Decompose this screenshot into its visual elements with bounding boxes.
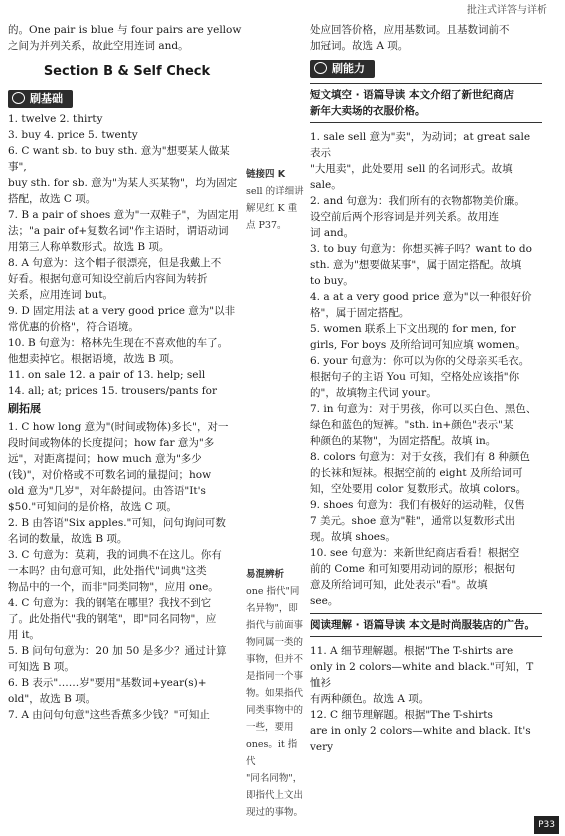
answer-line: 根据句子的主语 You 可知，空格处应该指"你 [310, 371, 520, 383]
answer-line: to buy。 [310, 275, 354, 287]
answer-line: 6. your 句意为：你可以为你的父母亲买毛衣。 [310, 355, 530, 367]
answer-line: 同类事物中的 [246, 705, 304, 716]
pencil-icon [12, 92, 25, 104]
answer-line: 7. in 句意为：对于男孩，你可以买白色、黑色、 [310, 403, 537, 415]
answer-line: 词 and。 [310, 227, 355, 239]
answer-line: 名词的数量，故选 B 项。 [8, 533, 128, 545]
answer-line: 关系，应用连词 but。 [8, 289, 114, 301]
margin-note-confusion [246, 566, 306, 821]
answer-line: 2. and 句意为：我们所有的衣物都物美价廉。 [310, 195, 525, 207]
answer-list [8, 419, 246, 723]
answer-line: 设空前后两个形容词是并列关系。故用连 [310, 211, 499, 223]
answer-line: girls, For boys 及所给词可知应填 women。 [310, 339, 526, 351]
answer-line: 常优惠的价格"，符合语境。 [8, 321, 139, 333]
note-body [246, 183, 306, 234]
answer-line: 5. B 问句句意为：20 加 50 是多少？通过计算 [8, 645, 227, 657]
answer-line: 14. all; at; prices 15. trousers/pants for [8, 385, 217, 397]
answer-line: are in only 2 colors—white and black. It's very [310, 725, 531, 753]
left-top-line: 之间为并列关系，故此空用连词 and。 [8, 40, 189, 52]
answer-line: old 意为"几岁"，对年龄提问。由答语"It's [8, 485, 206, 497]
answer-line: 前的 Come 和可知要用动词的原形；根据句 [310, 563, 516, 575]
answer-line: see。 [310, 595, 339, 607]
note-title: 链接四 K [246, 169, 286, 180]
answer-line: 8. A 句意为：这个帽子很漂亮，但是我戴上不 [8, 257, 222, 269]
answer-line: (钱)"，对价格或不可数名词的量提问；how [8, 469, 212, 481]
ability-banner [310, 60, 375, 78]
answer-line: 种颜色的某物"，为固定搭配。故填 in。 [310, 435, 497, 447]
answer-line: 现。故填 shoes。 [310, 531, 396, 543]
answer-line: old"，故选 B 项。 [8, 693, 97, 705]
banner-label: 刷能力 [332, 62, 365, 75]
page-header: 批注式详答与详析 [467, 5, 547, 16]
right-column [310, 22, 542, 755]
right-top-line: 加冠词。故选 A 项。 [310, 40, 409, 52]
answer-line: 可知选 B 项。 [8, 661, 75, 673]
page-number: P33 [534, 816, 559, 834]
answer-line: 段时间或物体的长度提问；how far 意为"多 [8, 437, 215, 449]
answer-line: sale。 [310, 179, 342, 191]
answer-line: 远"，对距离提问；how much 意为"多少 [8, 453, 202, 465]
answer-line: buy sth. for sb. 意为"为某人买某物"，均为固定 [8, 177, 238, 189]
answer-list [310, 643, 542, 755]
answer-line: 点 P37。 [246, 220, 287, 231]
intro-line: 短文填空 · 语篇导读 本文介绍了新世纪商店 [310, 89, 514, 101]
answer-line: 7 美元。shoe 意为"鞋"，通常以复数形式出 [310, 515, 516, 527]
answer-line: 一本吗？由句意可知，此处指代"词典"这类 [8, 565, 207, 577]
answer-line: 7. A 由问句句意"这些香蕉多少钱？"可知止 [8, 709, 210, 721]
answer-line: 3. to buy 句意为：你想买裤子吗？want to do [310, 243, 532, 255]
answer-line: 11. A 细节理解题。根据"The T-shirts are [310, 645, 514, 657]
answer-line: 12. C 细节理解题。根据"The T-shirts [310, 709, 493, 721]
answer-line: 知，空处要用 color 复数形式。故填 colors。 [310, 483, 527, 495]
answer-line: 名异物"，即 [246, 603, 298, 614]
left-top-line: 的。One pair is blue 与 four pairs are yellow [8, 24, 242, 36]
banner-label: 刷基础 [30, 92, 63, 105]
answer-line: 4. C 句意为：我的钢笔在哪里？我找不到它 [8, 597, 212, 609]
answer-list [8, 111, 246, 399]
left-column [8, 22, 246, 723]
answer-line: 现过的事物。 [246, 807, 304, 818]
answer-line: 了。此处指代"我的钢笔"，即"同名同物"，应 [8, 613, 217, 625]
answer-line: 4. a at a very good price 意为"以一种很好价 [310, 291, 532, 303]
answer-line: 格"，属于固定搭配。 [310, 307, 410, 319]
answer-line: 一些，要用 [246, 722, 294, 733]
answer-line: 物品中的一个，而非"同类同物"，应用 one。 [8, 581, 219, 593]
pencil-icon [314, 62, 327, 74]
answer-line: 5. women 联系上下文出现的 for men, for [310, 323, 516, 335]
answer-line: 1. C how long 意为"(时间或物体)多长"，对一 [8, 421, 229, 433]
answer-line: 绿色和蓝色的短裤。"sth. in+颜色"表示"某 [310, 419, 514, 431]
answer-line: sell 的详细讲 [246, 186, 304, 197]
answer-line: 8. colors 句意为：对于女孩，我们有 8 种颜色 [310, 451, 530, 463]
answer-line: 法；"a pair of+复数名词"作主语时，谓语动词 [8, 225, 229, 237]
answer-line: one 指代"同 [246, 586, 300, 597]
answer-line: "大甩卖"，此处要用 sell 的名词形式。故填 [310, 163, 513, 175]
section-title: Section B & Self Check [43, 64, 211, 79]
answer-line: 11. on sale 12. a pair of 13. help; sell [8, 369, 206, 381]
answer-line: 物同属一类的 [246, 637, 304, 648]
answer-line: 3. C 句意为：莫莉，我的词典不在这儿。你有 [8, 549, 222, 561]
answer-line: 意及所给词可知，此处表示"看"。故填 [310, 579, 488, 591]
answer-line: 6. B 表示"……岁"要用"基数词+year(s)+ [8, 677, 207, 689]
answer-line: 的长袜和短袜。根据空前的 eight 及所给词可 [310, 467, 523, 479]
answer-line: 10. see 句意为：来新世纪商店看看！根据空 [310, 547, 520, 559]
answer-line: 好看。根据句意可知设空前后内容间为转折 [8, 273, 208, 285]
answer-line: 1. twelve 2. thirty [8, 113, 103, 125]
answer-line: 用第三人称单数形式。故选 B 项。 [8, 241, 170, 253]
basic-banner [8, 90, 73, 108]
answer-line: 指代与前面事 [246, 620, 304, 631]
answer-line: 他想卖掉它。根据语境，故选 B 项。 [8, 353, 180, 365]
margin-note-link [246, 166, 306, 234]
answer-line: 9. D 固定用法 at a very good price 意为"以非 [8, 305, 236, 317]
answer-line: ones。it 指代 [246, 739, 298, 767]
answer-line: 用 it。 [8, 629, 40, 641]
answer-line: 搭配，故选 C 项。 [8, 193, 97, 205]
answer-line: 1. sale sell 意为"卖"，为动词；at great sale 表示 [310, 131, 531, 159]
answer-line: 物。如果指代 [246, 688, 304, 699]
answer-line: 10. B 句意为：格林先生现在不喜欢他的车了。 [8, 337, 229, 349]
answer-line: 6. C want sb. to buy sth. 意为"想要某人做某事", [8, 145, 230, 173]
answer-line: 的"，故填物主代词 your。 [310, 387, 437, 399]
answer-line: 9. shoes 句意为：我们有极好的运动鞋，仅售 [310, 499, 525, 511]
expand-label: 刷拓展 [8, 402, 41, 415]
reading-intro-box [310, 613, 542, 637]
note-body [246, 583, 306, 821]
passage-intro-box [310, 83, 542, 123]
answer-line: 有两种颜色。故选 A 项。 [310, 693, 430, 705]
answer-line: sth. 意为"想要做某事"，属于固定搭配。故填 [310, 259, 522, 271]
answer-line: 3. buy 4. price 5. twenty [8, 129, 138, 141]
intro-line: 新年大卖场的衣服价格。 [310, 105, 426, 117]
answer-line: 事物，但并不 [246, 654, 304, 665]
answer-list [310, 129, 542, 609]
answer-line: 即指代上文出 [246, 790, 304, 801]
intro-line: 阅读理解 · 语篇导读 本文是时尚服装店的广告。 [310, 619, 535, 631]
answer-line: $50."可知问的是价格，故选 C 项。 [8, 501, 177, 513]
answer-line: only in 2 colors—white and black."可知，T 恤衫 [310, 661, 534, 689]
right-top-line: 处应回答价格，应用基数词。且基数词前不 [310, 24, 510, 36]
answer-line: 是指同一个事 [246, 671, 304, 682]
answer-line: "同名同物"， [246, 773, 303, 784]
answer-line: 7. B a pair of shoes 意为"一双鞋子"，为固定用 [8, 209, 239, 221]
answer-line: 2. B 由答语"Six apples."可知，问句询问可数 [8, 517, 226, 529]
note-title: 易混辨析 [246, 569, 285, 580]
answer-line: 解见红 K 重 [246, 203, 298, 214]
